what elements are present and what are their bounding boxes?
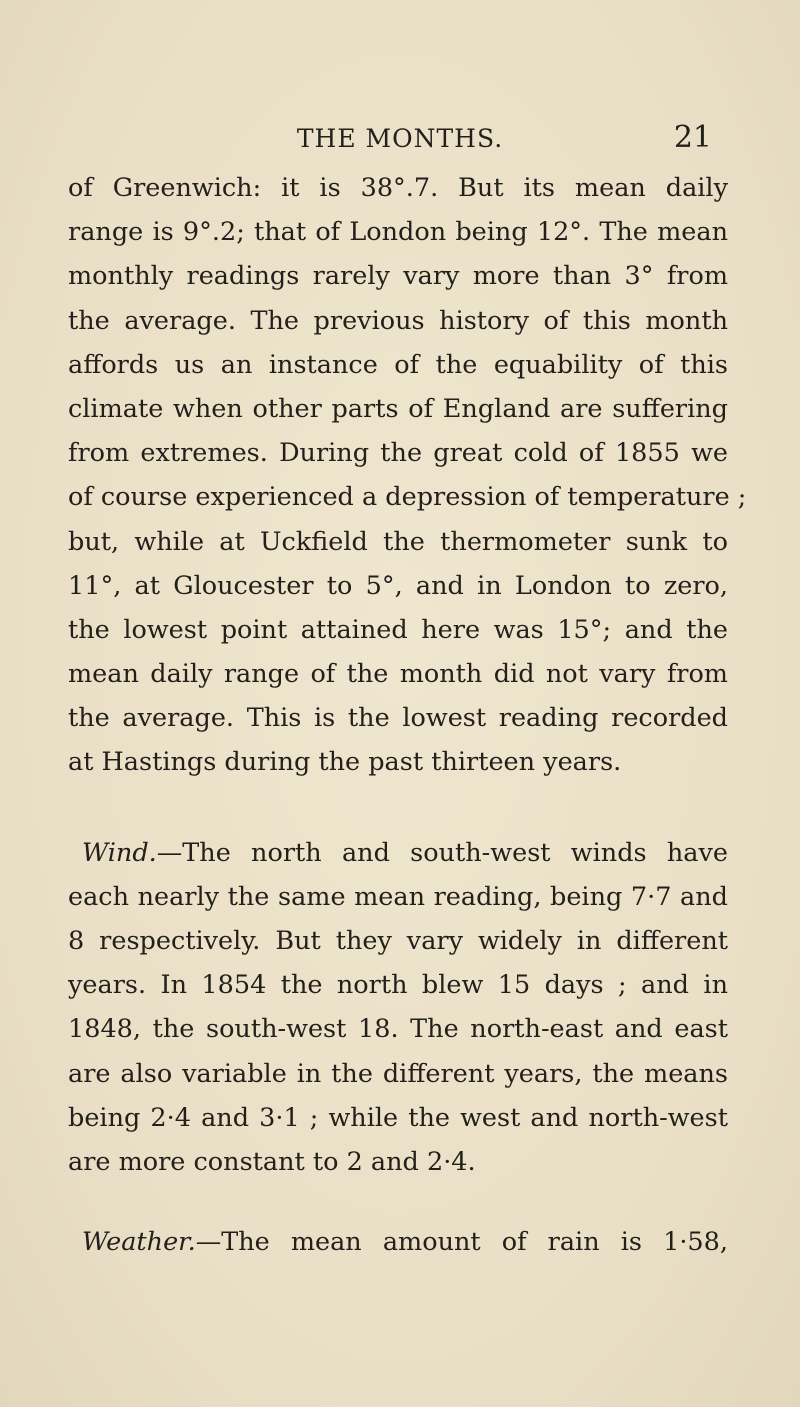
first-line-text: —The mean amount of rain is 1·58, bbox=[195, 1227, 728, 1258]
paragraph-gap bbox=[68, 785, 728, 831]
text-line: from extremes. During the great cold of 1855 we bbox=[68, 438, 728, 469]
text-line: each nearly the same mean reading, being 7·7 and bbox=[68, 881, 728, 912]
text-line: the average. This is the lowest reading recorded bbox=[68, 703, 728, 734]
text-line: 1848, the south-west 18. The north-east and east bbox=[68, 1014, 728, 1045]
text-line: climate when other parts of England are suffering bbox=[68, 393, 728, 424]
text-line: 11°, at Gloucester to 5°, and in London to zero, bbox=[68, 570, 728, 601]
paragraph-weather bbox=[68, 1220, 728, 1264]
text-line: of course experienced a depression of temperature ; bbox=[68, 482, 747, 513]
paragraph-gap bbox=[68, 1184, 728, 1220]
text-line: 8 respectively. But they vary widely in different bbox=[68, 926, 728, 956]
paragraph-temperature bbox=[68, 166, 747, 785]
running-title: THE MONTHS. bbox=[296, 124, 504, 153]
text-line: range is 9°.2; that of London being 12°. The mean bbox=[68, 217, 728, 248]
first-line-text: —The north and south-west winds have bbox=[156, 837, 728, 868]
text-line: affords us an instance of the equability of this bbox=[68, 349, 728, 380]
text-line: of Greenwich: it is 38°.7. But its mean daily bbox=[68, 173, 728, 203]
paragraph-first-line bbox=[68, 1220, 728, 1264]
text-line: at Hastings during the past thirteen years. bbox=[68, 747, 622, 778]
text-line: but, while at Uckfield the thermometer sunk to bbox=[68, 526, 728, 557]
run-in-heading: Wind. bbox=[82, 837, 157, 868]
paragraph-wind bbox=[68, 831, 728, 1185]
text-line: the lowest point attained here was 15°; and the bbox=[68, 614, 728, 645]
paragraph-first-line bbox=[68, 831, 728, 875]
page-number: 21 bbox=[673, 120, 712, 155]
text-line: years. In 1854 the north blew 15 days ; and in bbox=[68, 970, 728, 1001]
text-line: are also variable in the different years, the means bbox=[68, 1058, 728, 1089]
running-head bbox=[0, 120, 800, 164]
text-line: being 2·4 and 3·1 ; while the west and north-west bbox=[68, 1102, 728, 1133]
run-in-heading: Weather. bbox=[82, 1227, 196, 1258]
body-text bbox=[68, 166, 747, 1264]
text-line: mean daily range of the month did not vary from bbox=[68, 659, 728, 690]
text-line: are more constant to 2 and 2·4. bbox=[68, 1146, 476, 1177]
text-line: the average. The previous history of this month bbox=[68, 305, 728, 336]
text-line: monthly readings rarely vary more than 3° from bbox=[68, 261, 728, 292]
